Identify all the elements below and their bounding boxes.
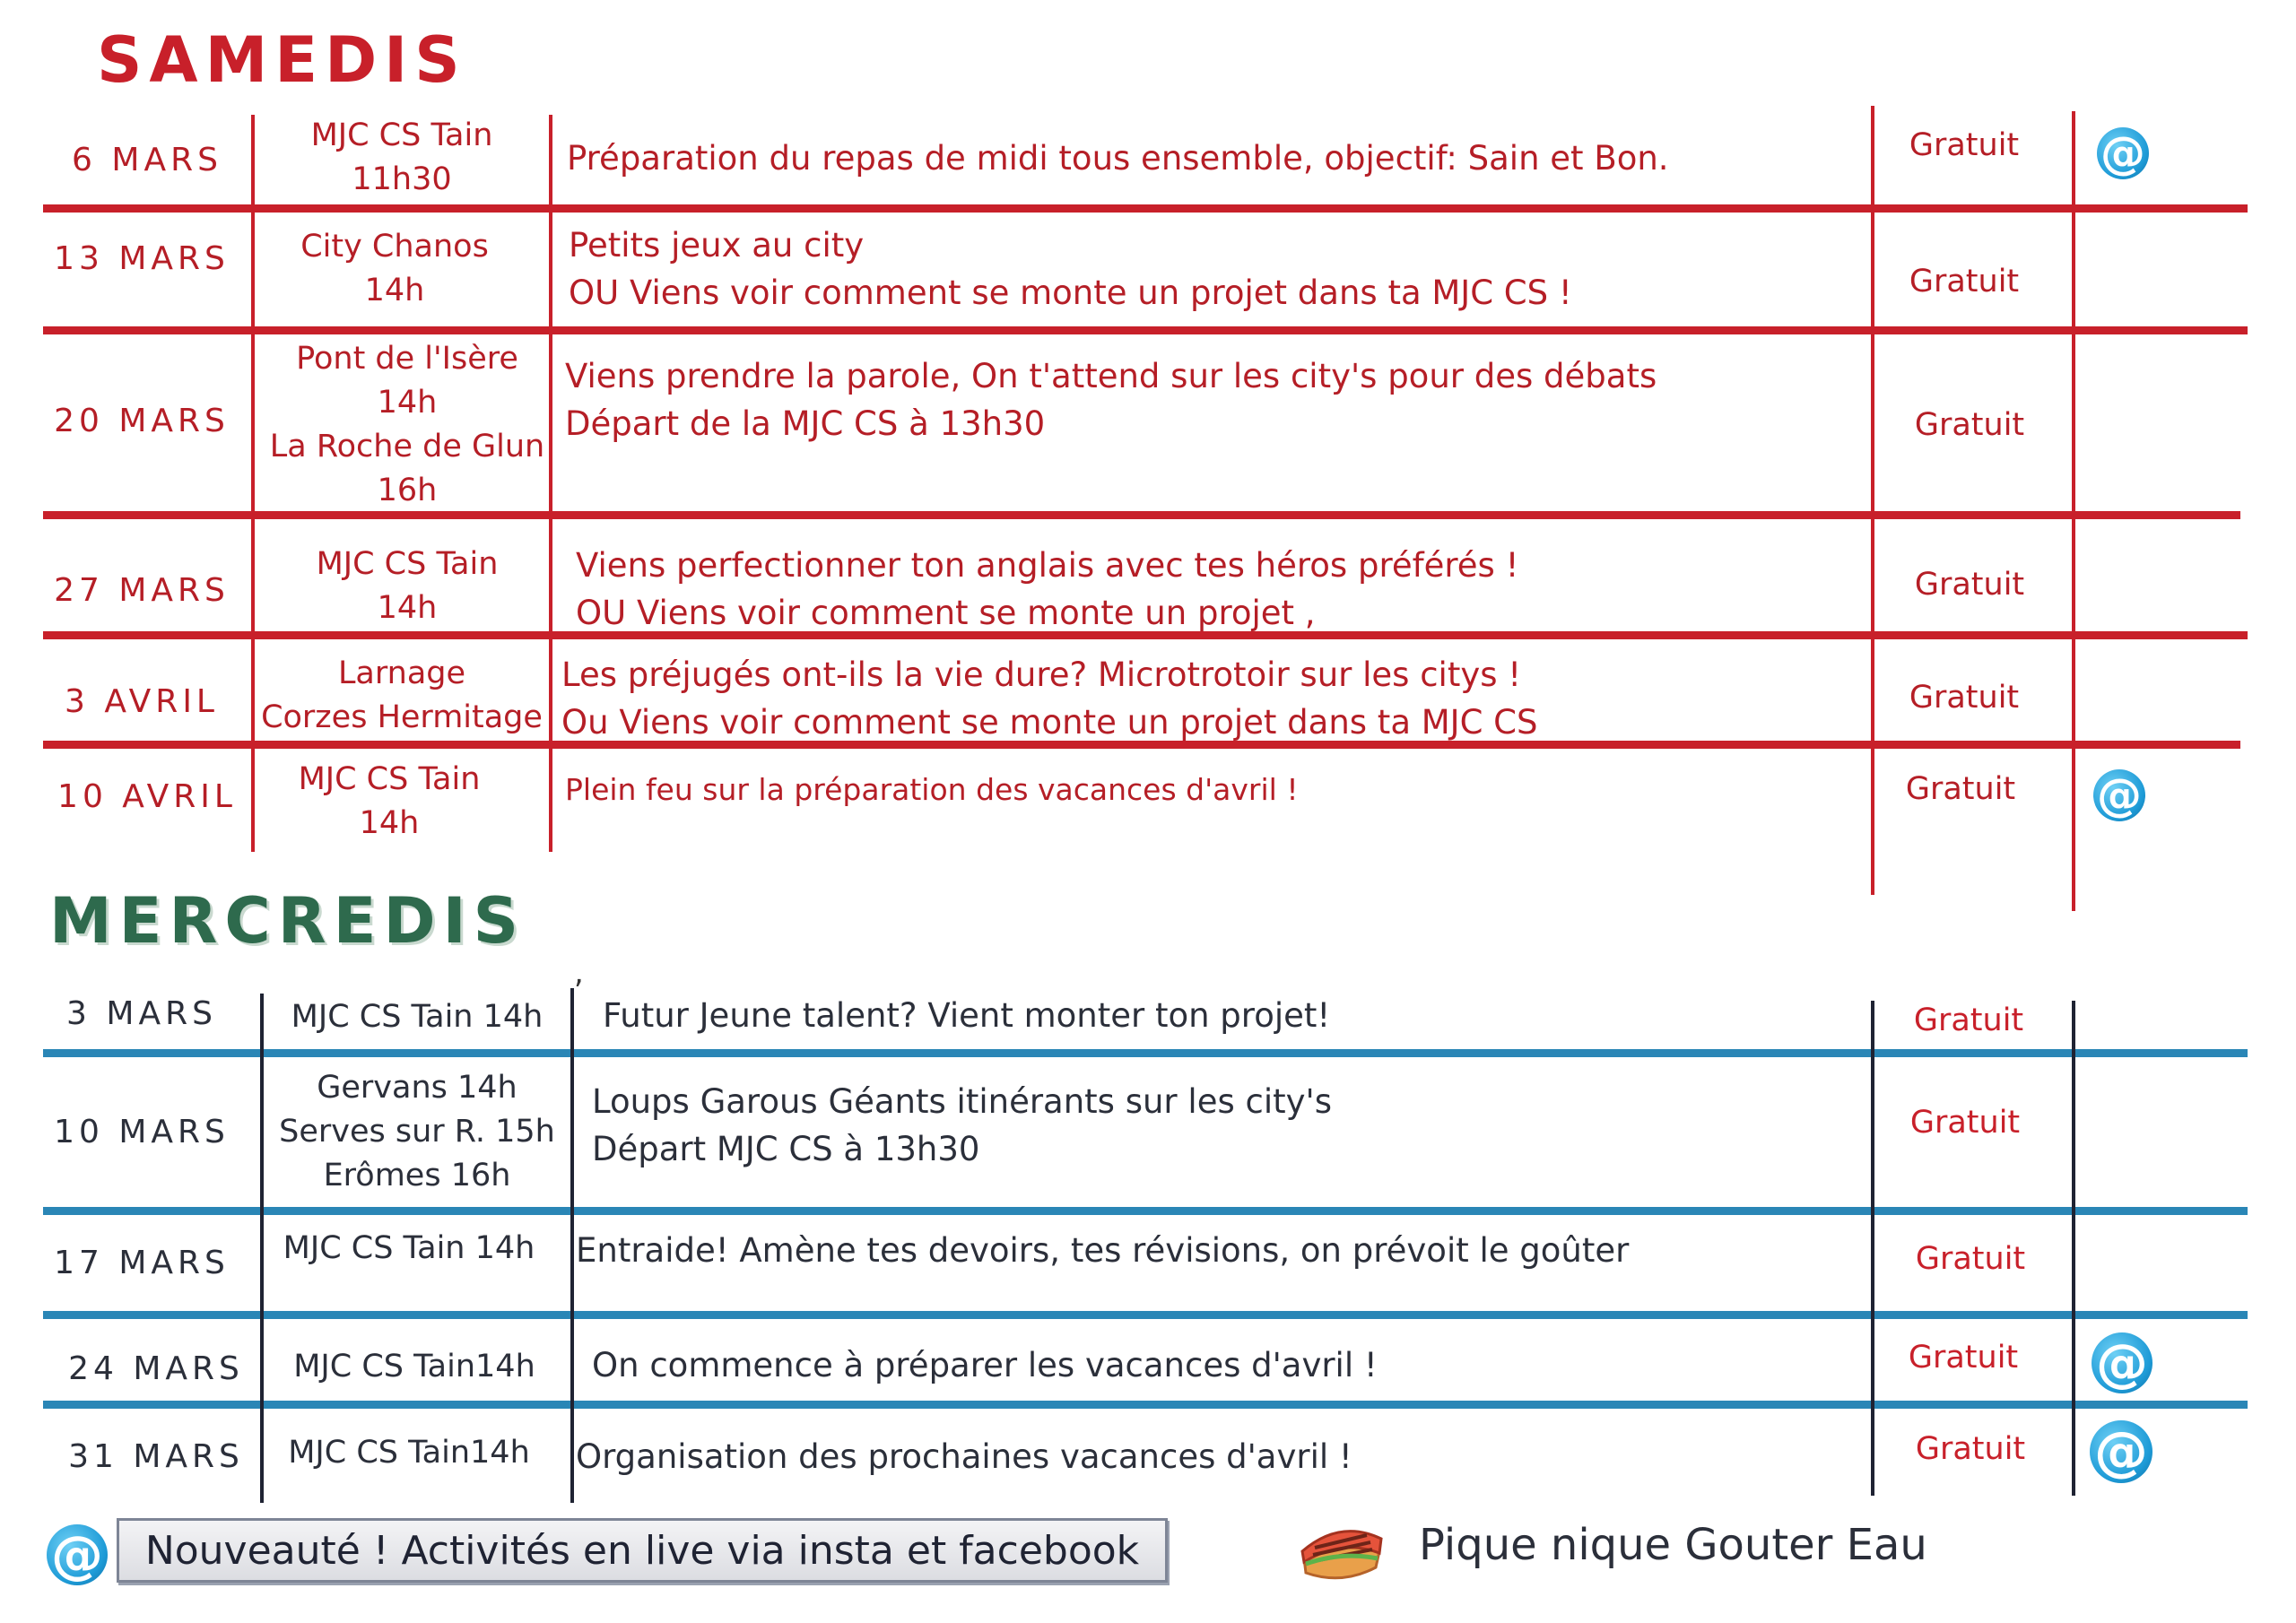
picnic-legend-text: Pique nique Gouter Eau bbox=[1419, 1520, 1927, 1570]
column-divider bbox=[1871, 1001, 1874, 1496]
description-line: Préparation du repas de midi tous ensemble, objectif: Sain et Bon. bbox=[567, 138, 1669, 178]
row-divider bbox=[43, 1311, 2248, 1319]
row-date: 20 MARS bbox=[54, 402, 230, 439]
row-place bbox=[264, 990, 570, 1044]
row-price: Gratuit bbox=[1913, 1002, 2024, 1038]
place-line: Corzes Hermitage bbox=[261, 699, 543, 735]
row-place bbox=[264, 1063, 570, 1200]
description-line: Ou Viens voir comment se monte un projet dans ta MJC CS bbox=[561, 703, 1538, 742]
row-place bbox=[255, 219, 535, 319]
description-line: Viens prendre la parole, On t'attend sur les city's pour des débats bbox=[565, 357, 1657, 395]
row-place bbox=[255, 757, 524, 846]
row-description bbox=[592, 1076, 1848, 1175]
live-activities-text: Nouveauté ! Activités en live via insta et facebook bbox=[144, 1527, 1140, 1574]
place-line: City Chanos bbox=[300, 229, 489, 265]
sandwich-icon bbox=[1297, 1515, 1387, 1587]
row-price: Gratuit bbox=[1909, 680, 2020, 716]
row-divider bbox=[43, 1401, 2248, 1409]
description-line: Petits jeux au city bbox=[569, 226, 865, 265]
place-line: MJC CS Tain 14h bbox=[291, 998, 544, 1035]
place-line: Larnage bbox=[337, 655, 466, 691]
place-line: Serves sur R. 15h bbox=[279, 1113, 555, 1150]
description-line: Futur Jeune talent? Vient monter ton projet! bbox=[603, 995, 1331, 1035]
row-place bbox=[264, 1426, 554, 1480]
row-place bbox=[264, 1221, 554, 1275]
place-line: MJC CS Tain bbox=[298, 761, 481, 797]
row-description bbox=[576, 542, 1858, 637]
row-divider bbox=[43, 204, 2248, 213]
place-line: Erômes 16h bbox=[323, 1157, 511, 1193]
row-price: Gratuit bbox=[1909, 1105, 2021, 1141]
description-line: On commence à préparer les vacances d'avril ! bbox=[592, 1345, 1378, 1384]
row-date: 3 AVRIL bbox=[65, 682, 219, 720]
place-line: La Roche de Glun bbox=[269, 429, 545, 464]
row-date: 6 MARS bbox=[72, 141, 222, 178]
row-divider bbox=[43, 326, 2248, 334]
row-description bbox=[565, 350, 1857, 450]
place-line: 14h bbox=[359, 805, 420, 841]
place-line: 14h bbox=[377, 590, 438, 626]
row-divider bbox=[43, 1049, 2248, 1057]
at-icon: @ bbox=[2093, 769, 2145, 821]
place-line: MJC CS Tain14h bbox=[288, 1434, 530, 1471]
mercredis-heading: MERCREDIS bbox=[49, 884, 526, 958]
at-icon: @ bbox=[2092, 1332, 2152, 1393]
row-date: 10 AVRIL bbox=[57, 777, 237, 815]
row-date: 24 MARS bbox=[68, 1350, 244, 1387]
row-date: 31 MARS bbox=[68, 1437, 244, 1475]
description-line: Départ de la MJC CS à 13h30 bbox=[565, 404, 1046, 443]
row-description bbox=[576, 1429, 1849, 1483]
description-line: OU Viens voir comment se monte un projet , bbox=[576, 594, 1316, 632]
row-date: 27 MARS bbox=[54, 571, 230, 609]
at-icon: @ bbox=[47, 1524, 108, 1585]
row-date: 10 MARS bbox=[54, 1113, 230, 1150]
row-description bbox=[561, 651, 1853, 746]
place-line: Gervans 14h bbox=[317, 1069, 517, 1106]
at-icon: @ bbox=[2090, 1420, 2152, 1483]
row-price: Gratuit bbox=[1915, 1431, 2026, 1467]
column-divider bbox=[2072, 1001, 2075, 1496]
place-line: Pont de l'Isère bbox=[296, 341, 518, 377]
row-description bbox=[576, 1223, 1849, 1277]
row-date: 17 MARS bbox=[54, 1244, 230, 1281]
row-description bbox=[569, 219, 1860, 319]
row-place bbox=[255, 651, 549, 741]
row-price: Gratuit bbox=[1909, 127, 2020, 163]
row-price: Gratuit bbox=[1909, 264, 2020, 299]
description-line: Viens perfectionner ton anglais avec tes héros préférés ! bbox=[576, 546, 1519, 585]
live-activities-banner bbox=[117, 1518, 1168, 1583]
description-line: Entraide! Amène tes devoirs, tes révisions, on prévoit le goûter bbox=[576, 1230, 1630, 1270]
place-line: 14h bbox=[377, 385, 438, 421]
row-description bbox=[603, 988, 1858, 1042]
stray-mark: , bbox=[574, 955, 584, 991]
column-divider bbox=[2072, 111, 2075, 911]
row-description bbox=[567, 113, 1858, 203]
row-place bbox=[255, 113, 549, 203]
row-price: Gratuit bbox=[1905, 771, 2016, 807]
samedis-heading: SAMEDIS bbox=[97, 23, 467, 97]
at-icon: @ bbox=[2097, 127, 2149, 179]
description-line: Départ MJC CS à 13h30 bbox=[592, 1130, 980, 1168]
row-description bbox=[592, 1338, 1848, 1392]
row-price: Gratuit bbox=[1914, 567, 2025, 603]
place-line: MJC CS Tain bbox=[316, 546, 499, 582]
place-line: 16h bbox=[377, 473, 438, 508]
row-description bbox=[565, 760, 1857, 818]
row-place bbox=[255, 542, 560, 631]
row-date: 13 MARS bbox=[54, 239, 230, 277]
place-line: MJC CS Tain14h bbox=[293, 1348, 535, 1384]
column-divider bbox=[570, 988, 574, 1503]
row-price: Gratuit bbox=[1914, 407, 2025, 443]
row-place bbox=[269, 1340, 560, 1393]
row-price: Gratuit bbox=[1908, 1340, 2019, 1376]
description-line: Organisation des prochaines vacances d'avril ! bbox=[576, 1436, 1352, 1476]
place-line: 14h bbox=[364, 273, 425, 308]
description-line: Loups Garous Géants itinérants sur les city's bbox=[592, 1082, 1332, 1121]
description-line: Les préjugés ont-ils la vie dure? Microtrotoir sur les citys ! bbox=[561, 655, 1522, 694]
row-date: 3 MARS bbox=[66, 994, 217, 1032]
row-place bbox=[255, 337, 560, 513]
description-line: OU Viens voir comment se monte un projet dans ta MJC CS ! bbox=[569, 273, 1572, 312]
place-line: MJC CS Tain bbox=[310, 117, 493, 153]
description-line: Plein feu sur la préparation des vacances d'avril ! bbox=[565, 771, 1299, 807]
row-price: Gratuit bbox=[1915, 1241, 2026, 1277]
place-line: MJC CS Tain 14h bbox=[283, 1229, 535, 1266]
place-line: 11h30 bbox=[352, 161, 452, 197]
row-divider bbox=[43, 1207, 2248, 1215]
